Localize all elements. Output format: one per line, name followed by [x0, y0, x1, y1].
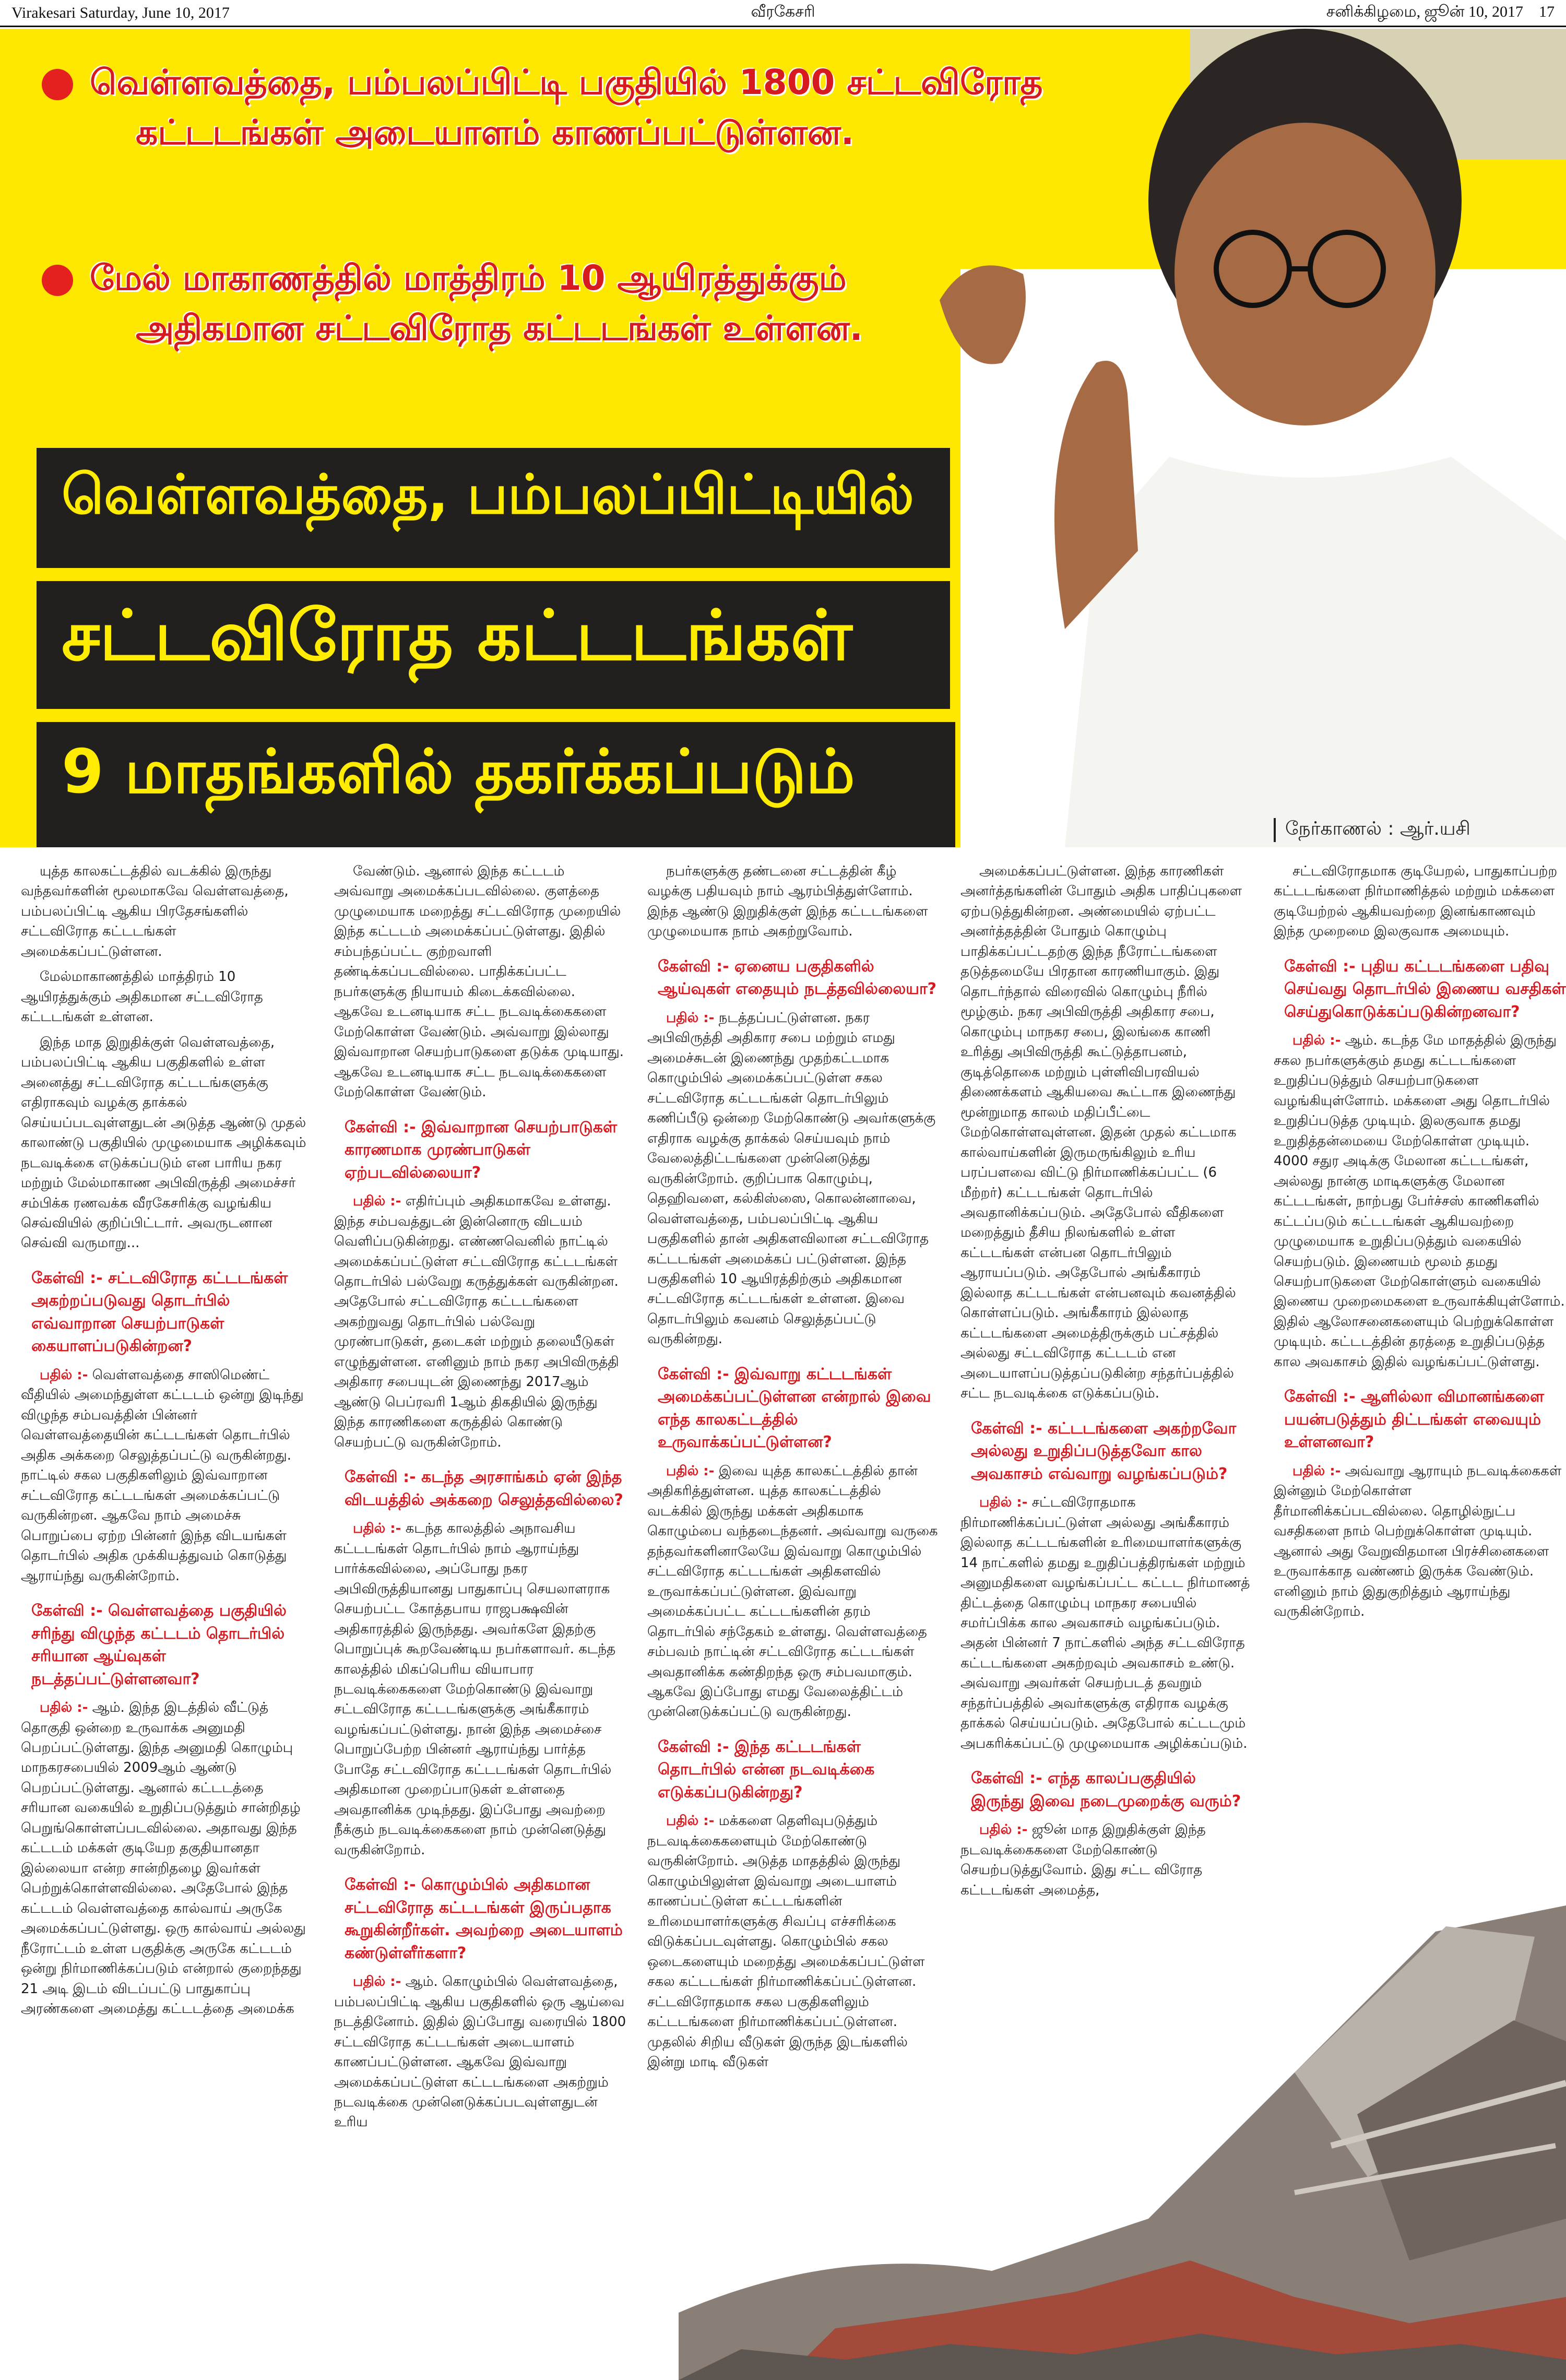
answer-text: கடந்த காலத்தில் அநாவசிய கட்டடங்கள் தொடர்பில் நாம் ஆராய்ந்து பார்க்கவில்லை, அப்போது நகர அபிவிருத்தியானது பாதுகாப்பு செயலாளராக செயற்பட்ட கோத்தபாய ராஜபக்ஷவின் அதிகாரத்தில் இருந்தது. அவர்களே இதற்கு பொறுப்புக் கூறவேண்டிய நபர்களாவர். கடந்த காலத்தில் மிகப்பெரிய வியாபார நடவடிக்கைகளை மேற்கொண்டு இவ்வாறு சட்டவிரோத கட்டடங்களுக்கு அங்கீகாரம் வழங்கப்பட்டுள்ளது. நான் இந்த அமைச்சை பொறுப்பேற்ற பின்னர் ஆராய்ந்து பார்த்த போதே சட்டவிரோத கட்டடங்கள் தொடர்பில் அதிகமான முறைப்பாடுகள் உள்ளதை அவதானிக்க முடிந்தது. இப்போது அவற்றை நீக்கும் நடவடிக்கைகளை நாம் முன்னெடுத்து வருகின்றோம். [334, 1521, 616, 1858]
answer-continuation: நபர்களுக்கு தண்டனை சட்டத்தின் கீழ் வழக்கு பதியவும் நாம் ஆரம்பித்துள்ளோம். இந்த ஆண்டு இறுதிக்குள் இந்த கட்டடங்களை முழுமையாக நாம் அகற்றுவோம். [647, 863, 928, 940]
answer-continuation: வேண்டும். ஆனால் இந்த கட்டடம் அவ்வாறு அமைக்கப்படவில்லை. குளத்தை முழுமையாக மறைத்து சட்டவிரோத முறையில் இந்த கட்டடம் அமைக்கப்பட்டுள்ளது. இதில் சம்பந்தப்பட்ட குற்றவாளி தண்டிக்கப்படவில்லை. பாதிக்கப்பட்ட நபர்களுக்கு நியாயம் கிடைக்கவில்லை. ஆகவே உடனடியாக சட்ட நடவடிக்கைகளை மேற்கொள்ள வேண்டும். அவ்வாறு இல்லாது இவ்வாறான செயற்பாடுகளை தடுக்க முடியாது. ஆகவே உடனடியாக சட்ட நடவடிக்கைகளை மேற்கொள்ள வேண்டும். [334, 863, 624, 1100]
page-number: 17 [1539, 3, 1555, 20]
page-header-bar [0, 0, 1566, 27]
answer-text: ஆம். கடந்த மே மாதத்தில் இருந்து சகல நபர்களுக்கும் தமது கட்டடங்களை உறுதிப்படுத்தும் செயற்பாடுகளை வழங்கியுள்ளோம். மக்களை அது தொடர்பில் உறுதிப்படுத்த முடியும். இலகுவாக தமது உறுதித்தன்மையை மேற்கொள்ள முடியும். 4000 சதுர அடிக்கு மேலான கட்டடங்கள், அல்லது நான்கு மாடிகளுக்கு மேலான கட்டடங்கள், நாற்பது பேர்ச்சஸ் காணிகளில் கட்டப்படும் கட்டடங்கள் ஆகியவற்றை முழுமையாக உறுதிப்படுத்தும் வகையில் செயற்படும். இணையம் மூலம் தமது செயற்பாடுகளை மேற்கொள்ளும் வகையில் இணைய முறைமைகளை உருவாக்கியுள்ளோம். இதில் ஆலோசனைகளையும் பெற்றுக்கொள்ள முடியும். கட்டடத்தின் தரத்தை உறுதிப்படுத்த கால அவகாசம் இதில் வழங்கப்பட்டுள்ளது. [1274, 1033, 1565, 1370]
question-heading: கேள்வி :- கட்டடங்களை அகற்றவோ அல்லது உறுதிப்படுத்தவோ கால அவகாசம் எவ்வாறு வழங்கப்படும்? [971, 1419, 1237, 1483]
question-heading: கேள்வி :- இவ்வாறு கட்டடங்கள் அமைக்கப்பட்டுள்ளன என்றால் இவை எந்த காலகட்டத்தில் உருவாக்கப்பட்டுள்ளன? [658, 1365, 931, 1452]
header-masthead: வீரகேசரி [751, 3, 815, 20]
question-heading: கேள்வி :- ஏனைய பகுதிகளில் ஆய்வுகள் எதையும் நடத்தவில்லையா? [658, 957, 937, 999]
bullet-2-line-2: அதிகமான சட்டவிரோத கட்டடங்கள் உள்ளன. [136, 307, 863, 348]
bullet-1-line-1: வெள்ளவத்தை, பம்பலப்பிட்டி பகுதியில் 1800 சட்டவிரோத [90, 62, 1043, 102]
intro-paragraph: மேல்மாகாணத்தில் மாத்திரம் 10 ஆயிரத்துக்கும் அதிகமான சட்டவிரோத கட்டடங்கள் உள்ளன. [21, 969, 263, 1025]
bullet-dot-icon [42, 69, 73, 100]
bullet-point-2 [42, 253, 863, 353]
article-column-2 [334, 861, 626, 2375]
question-heading: கேள்வி :- புதிய கட்டடங்களை பதிவு செய்வது தொடர்பில் இணைய வசதிகள் செய்துகொடுக்கப்படுகின்றனவா? [1284, 957, 1566, 1021]
header-right-group [1326, 3, 1555, 23]
answer-label: பதில் :- [666, 1010, 715, 1026]
answer-text: வெள்ளவத்தை சாஸிமெண்ட் வீதியில் அமைந்துள்ள கட்டடம் ஒன்று இடிந்து விழுந்த சம்பவத்தின் பின்னர் வெள்ளவத்தையின் கட்டடங்கள் தொடர்பில் அதிக அக்கறை செலுத்தப்பட்டு வருகின்றது. நாட்டில் சகல பகுதிகளிலும் இவ்வாறான சட்டவிரோத கட்டடங்கள் அமைக்கப்பட்டு வருகின்றன. ஆகவே நாம் அமைச்சு பொறுப்பை ஏற்ற பின்னர் இந்த விடயங்கள் தொடர்பில் அதிக முக்கியத்துவம் கொடுத்து ஆராய்ந்து வருகின்றோம். [21, 1367, 304, 1584]
answer-paragraph [334, 1519, 626, 1860]
answer-text: மக்களை தெளிவுபடுத்தும் நடவடிக்கைகளையும் மேற்கொண்டு வருகின்றோம். அடுத்த மாதத்தில் இருந்து கொழும்பிலுள்ள இவ்வாறு அடையாளம் காணப்பட்டுள்ள கட்டடங்களின் உரிமையாளர்களுக்கு சிவப்பு எச்சரிக்கை விடுக்கப்படவுள்ளது. கொழும்பில் சகல ஒடைகளையும் மறைத்து அமைக்கப்பட்டுள்ள சகல கட்டடங்கள் நிர்மாணிக்கப்பட்டுள்ளன. சட்டவிரோதமாக சகல பகுதிகளிலும் கட்டடங்களை நிர்மாணிக்கப்பட்டுள்ளன. முதலில் சிறிய வீடுகள் இருந்த இடங்களில் இன்று மாடி வீடுகள் [647, 1813, 925, 2070]
answer-text: சட்டவிரோதமாக நிர்மாணிக்கப்பட்டுள்ள அல்லது அங்கீகாரம் இல்லாத கட்டடங்களின் உரிமையாளர்களுக்கு 14 நாட்களில் தமது உறுதிப்பத்திரங்கள் மற்றும் அனுமதிகளை வழங்கப்பட்ட கட்டட நிர்மாணத் திட்டத்தை கொழும்பு மாநகர சபையில் சமர்ப்பிக்க கால அவகாசம் வழங்கப்படும். அதன் பின்னர் 7 நாட்களில் அந்த சட்டவிரோத கட்டடங்களை அகற்றவும் அவகாசம் உண்டு. அவ்வாறு அவர்கள் செயற்படத் தவறும் சந்தர்ப்பத்தில் அவர்களுக்கு எதிராக வழக்கு தாக்கல் செய்யப்படும். அதேபோல் கட்டடமும் அபகரிக்கப்பட்டு முழுமையாக அழிக்கப்படும். [960, 1495, 1250, 1751]
question-heading: கேள்வி :- வெள்ளவத்தை பகுதியில் சரிந்து விழுந்த கட்டடம் தொடர்பில் சரியான ஆய்வுகள் நடத்தப்பட்டுள்ளனவா? [31, 1602, 287, 1688]
answer-text: அவ்வாறு ஆராயும் நடவடிக்கைகள் இன்னும் மேற்கொள்ள தீர்மானிக்கப்படவில்லை. தொழில்நுட்ப வசதிகளை நாம் பெற்றுக்கொள்ள முடியும். ஆனால் அது வேறுவிதமான பிரச்சினைகளை உருவாக்காத வண்ணம் இருக்க வேண்டும். எனினும் நாம் இதுகுறித்தும் ஆராய்ந்து வருகின்றோம். [1274, 1463, 1562, 1620]
bullet-point-1 [42, 57, 1043, 157]
question-heading: கேள்வி :- இவ்வாறான செயற்பாடுகள் காரணமாக முரண்பாடுகள் ஏற்படவில்லையா? [345, 1118, 618, 1182]
question-heading: கேள்வி :- எந்த காலப்பகுதியில் இருந்து இவை நடைமுறைக்கு வரும்? [971, 1769, 1241, 1810]
bullet-dot-icon [42, 265, 73, 296]
answer-label: பதில் :- [666, 1463, 715, 1479]
question-heading: கேள்வி :- கொழும்பில் அதிகமான சட்டவிரோத கட்டடங்கள் இருப்பதாக கூறுகின்றீர்கள். அவற்றை அடையாளம் கண்டுள்ளீர்களா? [345, 1876, 623, 1962]
answer-text: எதிர்ப்பும் அதிகமாகவே உள்ளது. இந்த சம்பவத்துடன் இன்னொரு விடயம் வெளிப்படுகின்றது. எண்ணவெனில் நாட்டில் அமைக்கப்பட்டுள்ள சட்டவிரோத கட்டடங்கள் தொடர்பில் பல்வேறு கருத்துக்கள் வருகின்றன. அதேபோல் சட்டவிரோத கட்டடங்களை அகற்றுவது தொடர்பில் பல்வேறு முரண்பாடுகள், தடைகள் மற்றும் தலையீடுகள் எழுந்துள்ளன. எனினும் நாம் நகர அபிவிருத்தி அதிகார சபையுடன் இணைந்து 2017ஆம் ஆண்டு பெப்ரவரி 1ஆம் திகதியில் இருந்து இந்த காரணிகளை கருத்தில் கொண்டு செயற்பட்டு வருகின்றோம். [334, 1193, 619, 1450]
answer-paragraph [647, 1461, 940, 1722]
answer-paragraph [960, 1493, 1253, 1754]
answer-label: பதில் :- [666, 1813, 715, 1829]
headline-line-1: வெள்ளவத்தை, பம்பலப்பிட்டியில் [37, 448, 950, 568]
intro-paragraph: இந்த மாத இறுதிக்குள் வெள்ளவத்தை, பம்பலப்பிட்டி ஆகிய பகுதிகளில் உள்ள அனைத்து சட்டவிரோத கட்டடங்களுக்கு எதிராகவும் வழக்கு தாக்கல் செய்யப்படவுள்ளதுடன் அடுத்த ஆண்டு முதல் காலாண்டு பகுதியில் முழுமையாக அழிக்கவும் நடவடிக்கை எடுக்கப்படும் என பாரிய நகர மற்றும் மேல்மாகாண அபிவிருத்தி அமைச்சர் சம்பிக்க ரணவக்க வீரகேசரிக்கு வழங்கிய செவ்வியில் குறிப்பிட்டார். அவருடனான செவ்வி வருமாறு... [21, 1034, 306, 1251]
header-right-dateline: சனிக்கிழமை, ஜூன் 10, 2017 [1326, 3, 1523, 20]
headline-line-3: 9 மாதங்களில் தகர்க்கப்படும் [37, 722, 955, 847]
header-left-dateline: Virakesari Saturday, June 10, 2017 [11, 4, 230, 21]
answer-text: ஆம். கொழும்பில் வெள்ளவத்தை, பம்பலப்பிட்டி ஆகிய பகுதிகளில் ஒரு ஆய்வை நடத்தினோம். இதில் இப்போது வரையில் 1800 சட்டவிரோத கட்டடங்கள் அடையாளம் காணப்பட்டுள்ளன. ஆகவே இவ்வாறு அமைக்கப்பட்டுள்ள கட்டடங்களை அகற்றும் நடவடிக்கை முன்னெடுக்கப்படவுள்ளதுடன் உரிய [334, 1974, 626, 2130]
answer-label: பதில் :- [353, 1193, 401, 1210]
bullet-1-line-2: கட்டடங்கள் அடையாளம் காணப்பட்டுள்ளன. [136, 112, 854, 152]
answer-text: ஜூன் மாத இறுதிக்குள் இந்த நடவடிக்கைகளை மேற்கொண்டு செயற்படுத்துவோம். இது சட்ட விரோத கட்டடங்கள் அமைத்த, [960, 1822, 1206, 1898]
question-heading: கேள்வி :- கடந்த அரசாங்கம் ஏன் இந்த விடயத்தில் அக்கறை செலுத்தவில்லை? [345, 1468, 623, 1509]
answer-label: பதில் :- [979, 1495, 1028, 1511]
answer-continuation: அமைக்கப்பட்டுள்ளன. இந்த காரணிகள் அனர்த்தங்களின் போதும் அதிக பாதிப்புகளை ஏற்படுத்துகின்றன. அண்மையில் ஏற்பட்ட அனர்த்தத்தின் போதும் கொழும்பு பாதிக்கப்பட்டதற்கு இந்த நீரோட்டங்களை தடுத்தமையே பிரதான காரணியாகும். இது தொடர்ந்தால் விரைவில் கொழும்பு நீரில் மூழ்கும். நகர அபிவிருத்தி அதிகார சபை, கொழும்பு மாநகர சபை, இலங்கை காணி உரித்து அபிவிருத்தி கூட்டுத்தாபனம், குடித்தொகை மற்றும் புள்ளிவிபரவியல் திணைக்களம் ஆகியவை கூட்டாக இணைந்து மூன்றுமாத காலம் மதிப்பீட்டை மேற்கொள்ளவுள்ளன. இதன் முதல் கட்டமாக கால்வாய்களின் இருமருங்கிலும் உரிய பரப்பளவை விட்டு நிர்மாணிக்கப்பட்ட (6 மீற்றர்) கட்டடங்கள் தொடர்பில் அவதானிக்கப்படும். அதேபோல் வீதிகளை மறைத்தும் தீசிய நிலங்களில் உள்ள கட்டடங்கள் என்பன தொடர்பிலும் ஆராயப்படும். அதேபோல் அங்கீகாரம் இல்லாத கட்டடங்கள் என்பனவும் கவனத்தில் கொள்ளப்படும். அங்கீகாரம் இல்லாத கட்டடங்களை அமைத்திருக்கும் பட்சத்தில் அல்லது சட்டவிரோத கட்டடம் என அடையாளப்படுத்தப்படுகின்ற சந்தர்ப்பத்தில் சட்ட நடவடிக்கை எடுக்கப்படும். [960, 863, 1242, 1402]
answer-label: பதில் :- [979, 1822, 1028, 1838]
interviewer-credit: நேர்காணல் : ஆர்.யசி [1274, 818, 1470, 842]
bullet-2-line-1: மேல் மாகாணத்தில் மாத்திரம் 10 ஆயிரத்துக்கும் [90, 258, 847, 298]
answer-label: பதில் :- [40, 1367, 88, 1383]
answer-text: நடத்தப்பட்டுள்ளன. நகர அபிவிருத்தி அதிகார சபை மற்றும் எமது அமைச்சுடன் இணைந்து முதற்கட்டமாக கொழும்பில் அமைக்கப்பட்டுள்ள சகல சட்டவிரோத கட்டடங்கள் தொடர்பிலும் கணிப்பீடு ஒன்றை மேற்கொண்டு அவர்களுக்கு எதிராக வழக்கு தாக்கல் செய்யவும் நாம் வேலைத்திட்டங்களை முன்னெடுத்து வருகின்றோம். குறிப்பாக கொழும்பு, தெஹிவளை, கல்கிஸ்ஸை, கொலன்னாவை, வெள்ளவத்தை, பம்பலப்பிட்டி ஆகிய பகுதிகளில் தான் அதிகளவிலான சட்டவிரோத கட்டடங்கள் அமைக்கப் பட்டுள்ளன. இந்த பகுதிகளில் 10 ஆயிரத்திற்கும் அதிகமான சட்டவிரோத கட்டடங்கள் உள்ளன. இவை தொடர்பிலும் கவனம் செலுத்தப்பட்டு வருகின்றது. [647, 1010, 936, 1347]
answer-paragraph [334, 1972, 626, 2133]
answer-paragraph [1274, 1461, 1566, 1622]
question-heading: கேள்வி :- சட்டவிரோத கட்டடங்கள் அகற்றப்படுவது தொடர்பில் எவ்வாறான செயற்பாடுகள் கையாளப்படுகின்றன? [31, 1269, 288, 1356]
intro-paragraph: யுத்த காலகட்டத்தில் வடக்கில் இருந்து வந்தவர்களின் மூலமாகவே வெள்ளவத்தை, பம்பலப்பிட்டி ஆகிய பிரதேசங்களில் சட்டவிரோத கட்டடங்கள் அமைக்கப்பட்டுள்ளன. [21, 863, 289, 960]
answer-label: பதில் :- [40, 1700, 88, 1716]
answer-text: ஆம். இந்த இடத்தில் வீட்டுத் தொகுதி ஒன்றை உருவாக்க அனுமதி பெறப்பட்டுள்ளது. இந்த அனுமதி கொழும்பு மாநகரசபையில் 2009ஆம் ஆண்டு பெறப்பட்டுள்ளது. ஆனால் கட்டடத்தை சரியான வகையில் உறுதிப்படுத்தும் சான்றிதழ் பெறுங்கொள்ளப்படவில்லை. அதாவது இந்த கட்டடம் மக்கள் குடியேற தகுதியானதா இல்லையா என்ற சான்றிதழை இவர்கள் பெற்றுக்கொள்ளவில்லை. அதேபோல் இந்த கட்டடம் வெள்ளவத்தை கால்வாய் அருகே அமைக்கப்பட்டுள்ளது. ஒரு கால்வாய் அல்லது நீரோட்டம் உள்ள பகுதிக்கு அருகே கட்டடம் ஒன்று நிர்மாணிக்கப்படும் என்றால் குறைந்தது 21 அடி இடம் விடப்பட்டு பாதுகாப்பு அரண்களை அமைத்து கட்டடத்தை அமைக்க [21, 1700, 306, 2017]
answer-paragraph [334, 1191, 626, 1452]
answer-paragraph [21, 1698, 313, 2019]
answer-label: பதில் :- [1292, 1463, 1341, 1479]
headline-line-2: சட்டவிரோத கட்டடங்கள் [37, 581, 950, 709]
answer-label: பதில் :- [353, 1521, 401, 1537]
answer-paragraph [647, 1008, 940, 1349]
answer-text: இவை யுத்த காலகட்டத்தில் தான் அதிகரித்துள்ளன. யுத்த காலகட்டத்தில் வடக்கில் இருந்து மக்கள் அதிகமாக கொழும்பை வந்தடைந்தனர். அவ்வாறு வருகை தந்தவர்களினாலேயே இவ்வாறு கொழும்பில் சட்டவிரோத கட்டடங்கள் அதிகளவில் உருவாக்கப்பட்டுள்ளன. இவ்வாறு அமைக்கப்பட்ட கட்டடங்களின் தரம் தொடர்பில் சந்தேகம் உள்ளது. வெள்ளவத்தை சம்பவம் நாட்டின் சட்டவிரோத கட்டடங்கள் அவதானிக்க கண்திறந்த ஒரு சம்பவமாகும். ஆகவே இப்போது எமது வேலைத்திட்டம் முன்னெடுக்கப்பட்டு வருகின்றது. [647, 1463, 938, 1720]
answer-label: பதில் :- [353, 1974, 401, 1990]
answer-continuation: சட்டவிரோதமாக குடியேறல், பாதுகாப்பற்ற கட்டடங்களை நிர்மாணித்தல் மற்றும் மக்களை குடியேற்றல் ஆகியவற்றை இனங்காணவும் இந்த முறைமை இலகுவாக அமையும். [1274, 863, 1558, 940]
question-heading: கேள்வி :- இந்த கட்டடங்கள் தொடர்பில் என்ன நடவடிக்கை எடுக்கப்படுகின்றது? [658, 1737, 875, 1802]
answer-paragraph [21, 1365, 313, 1586]
answer-label: பதில் :- [1292, 1033, 1341, 1049]
collapsed-building-photo [679, 1749, 1566, 2380]
question-heading: கேள்வி :- ஆளில்லா விமானங்களை பயன்படுத்தும் திட்டங்கள் எவையும் உள்ளனவா? [1284, 1388, 1545, 1452]
answer-paragraph [1274, 1031, 1566, 1372]
article-column-1 [21, 861, 313, 2375]
